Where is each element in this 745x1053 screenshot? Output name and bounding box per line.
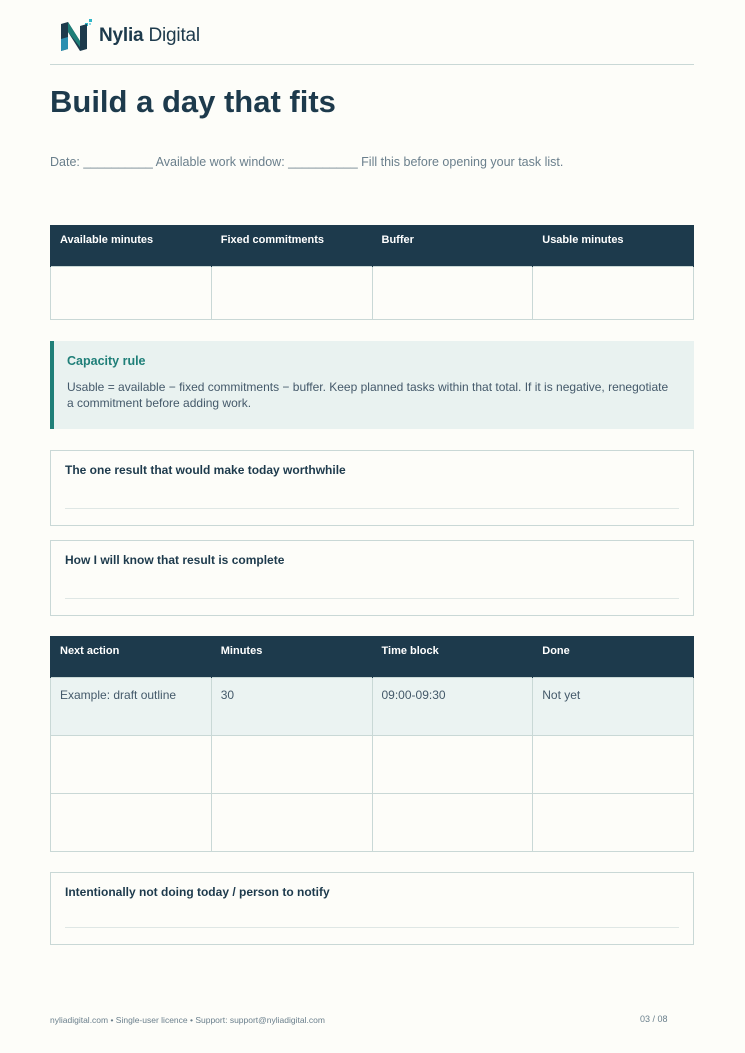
nylia-logo-icon [59,17,95,53]
brand-name: Nylia Digital [99,24,200,46]
action-plan-table [50,636,694,852]
not-doing-prompt-label: Intentionally not doing today / person to notify [65,885,330,899]
action-cell: Not yet [533,677,694,735]
brand-header [59,16,200,54]
writing-line [65,508,679,509]
callout-body: Usable = available − fixed commitments − buffer. Keep planned tasks within that total. If it is negative, renegotiate a commitment before adding work. [67,380,669,410]
action-cell[interactable] [533,735,694,793]
capacity-cell-fixed[interactable] [211,266,372,319]
page-title: Build a day that fits [50,84,336,119]
action-cell[interactable] [211,793,372,851]
capacity-header-fixed: Fixed commitments [211,225,372,266]
action-header-next-action: Next action [51,636,212,677]
table-row [51,793,694,851]
action-cell[interactable] [211,735,372,793]
complete-prompt-label: How I will know that result is complete [65,553,285,567]
capacity-cell-buffer[interactable] [372,266,533,319]
action-cell[interactable] [51,735,212,793]
table-row [51,735,694,793]
action-cell[interactable] [372,735,533,793]
capacity-cell-available[interactable] [51,266,212,319]
action-header-time-block: Time block [372,636,533,677]
result-prompt-label: The one result that would make today worthwhile [65,463,346,477]
action-cell[interactable] [533,793,694,851]
action-cell: 09:00-09:30 [372,677,533,735]
capacity-table-header [51,225,694,266]
action-table-header [51,636,694,677]
action-header-minutes: Minutes [211,636,372,677]
capacity-rule-callout [50,341,694,429]
action-cell[interactable] [372,793,533,851]
action-cell[interactable] [51,793,212,851]
worksheet-page [50,0,694,1053]
footer-info: nyliadigital.com • Single-user licence • Support: support@nyliadigital.com [50,1015,325,1025]
action-cell: 30 [211,677,372,735]
page-number: 03 / 08 [640,1014,668,1024]
writing-line [65,927,679,928]
not-doing-prompt-box[interactable] [50,872,694,945]
result-prompt-box[interactable] [50,450,694,526]
capacity-header-usable: Usable minutes [533,225,694,266]
table-row [51,677,694,735]
complete-prompt-box[interactable] [50,540,694,616]
action-cell: Example: draft outline [51,677,212,735]
date-line-instruction: Fill this before opening your task list. [361,155,564,169]
capacity-cell-usable[interactable] [533,266,694,319]
action-header-done: Done [533,636,694,677]
capacity-table [50,225,694,320]
capacity-header-buffer: Buffer [372,225,533,266]
date-line [50,155,563,169]
writing-line [65,598,679,599]
table-row [51,266,694,319]
header-divider [50,64,694,65]
work-window-field-label: Available work window: __________ [155,155,358,169]
callout-title: Capacity rule [67,354,146,368]
capacity-header-available: Available minutes [51,225,212,266]
date-field-label: Date: __________ [50,155,153,169]
